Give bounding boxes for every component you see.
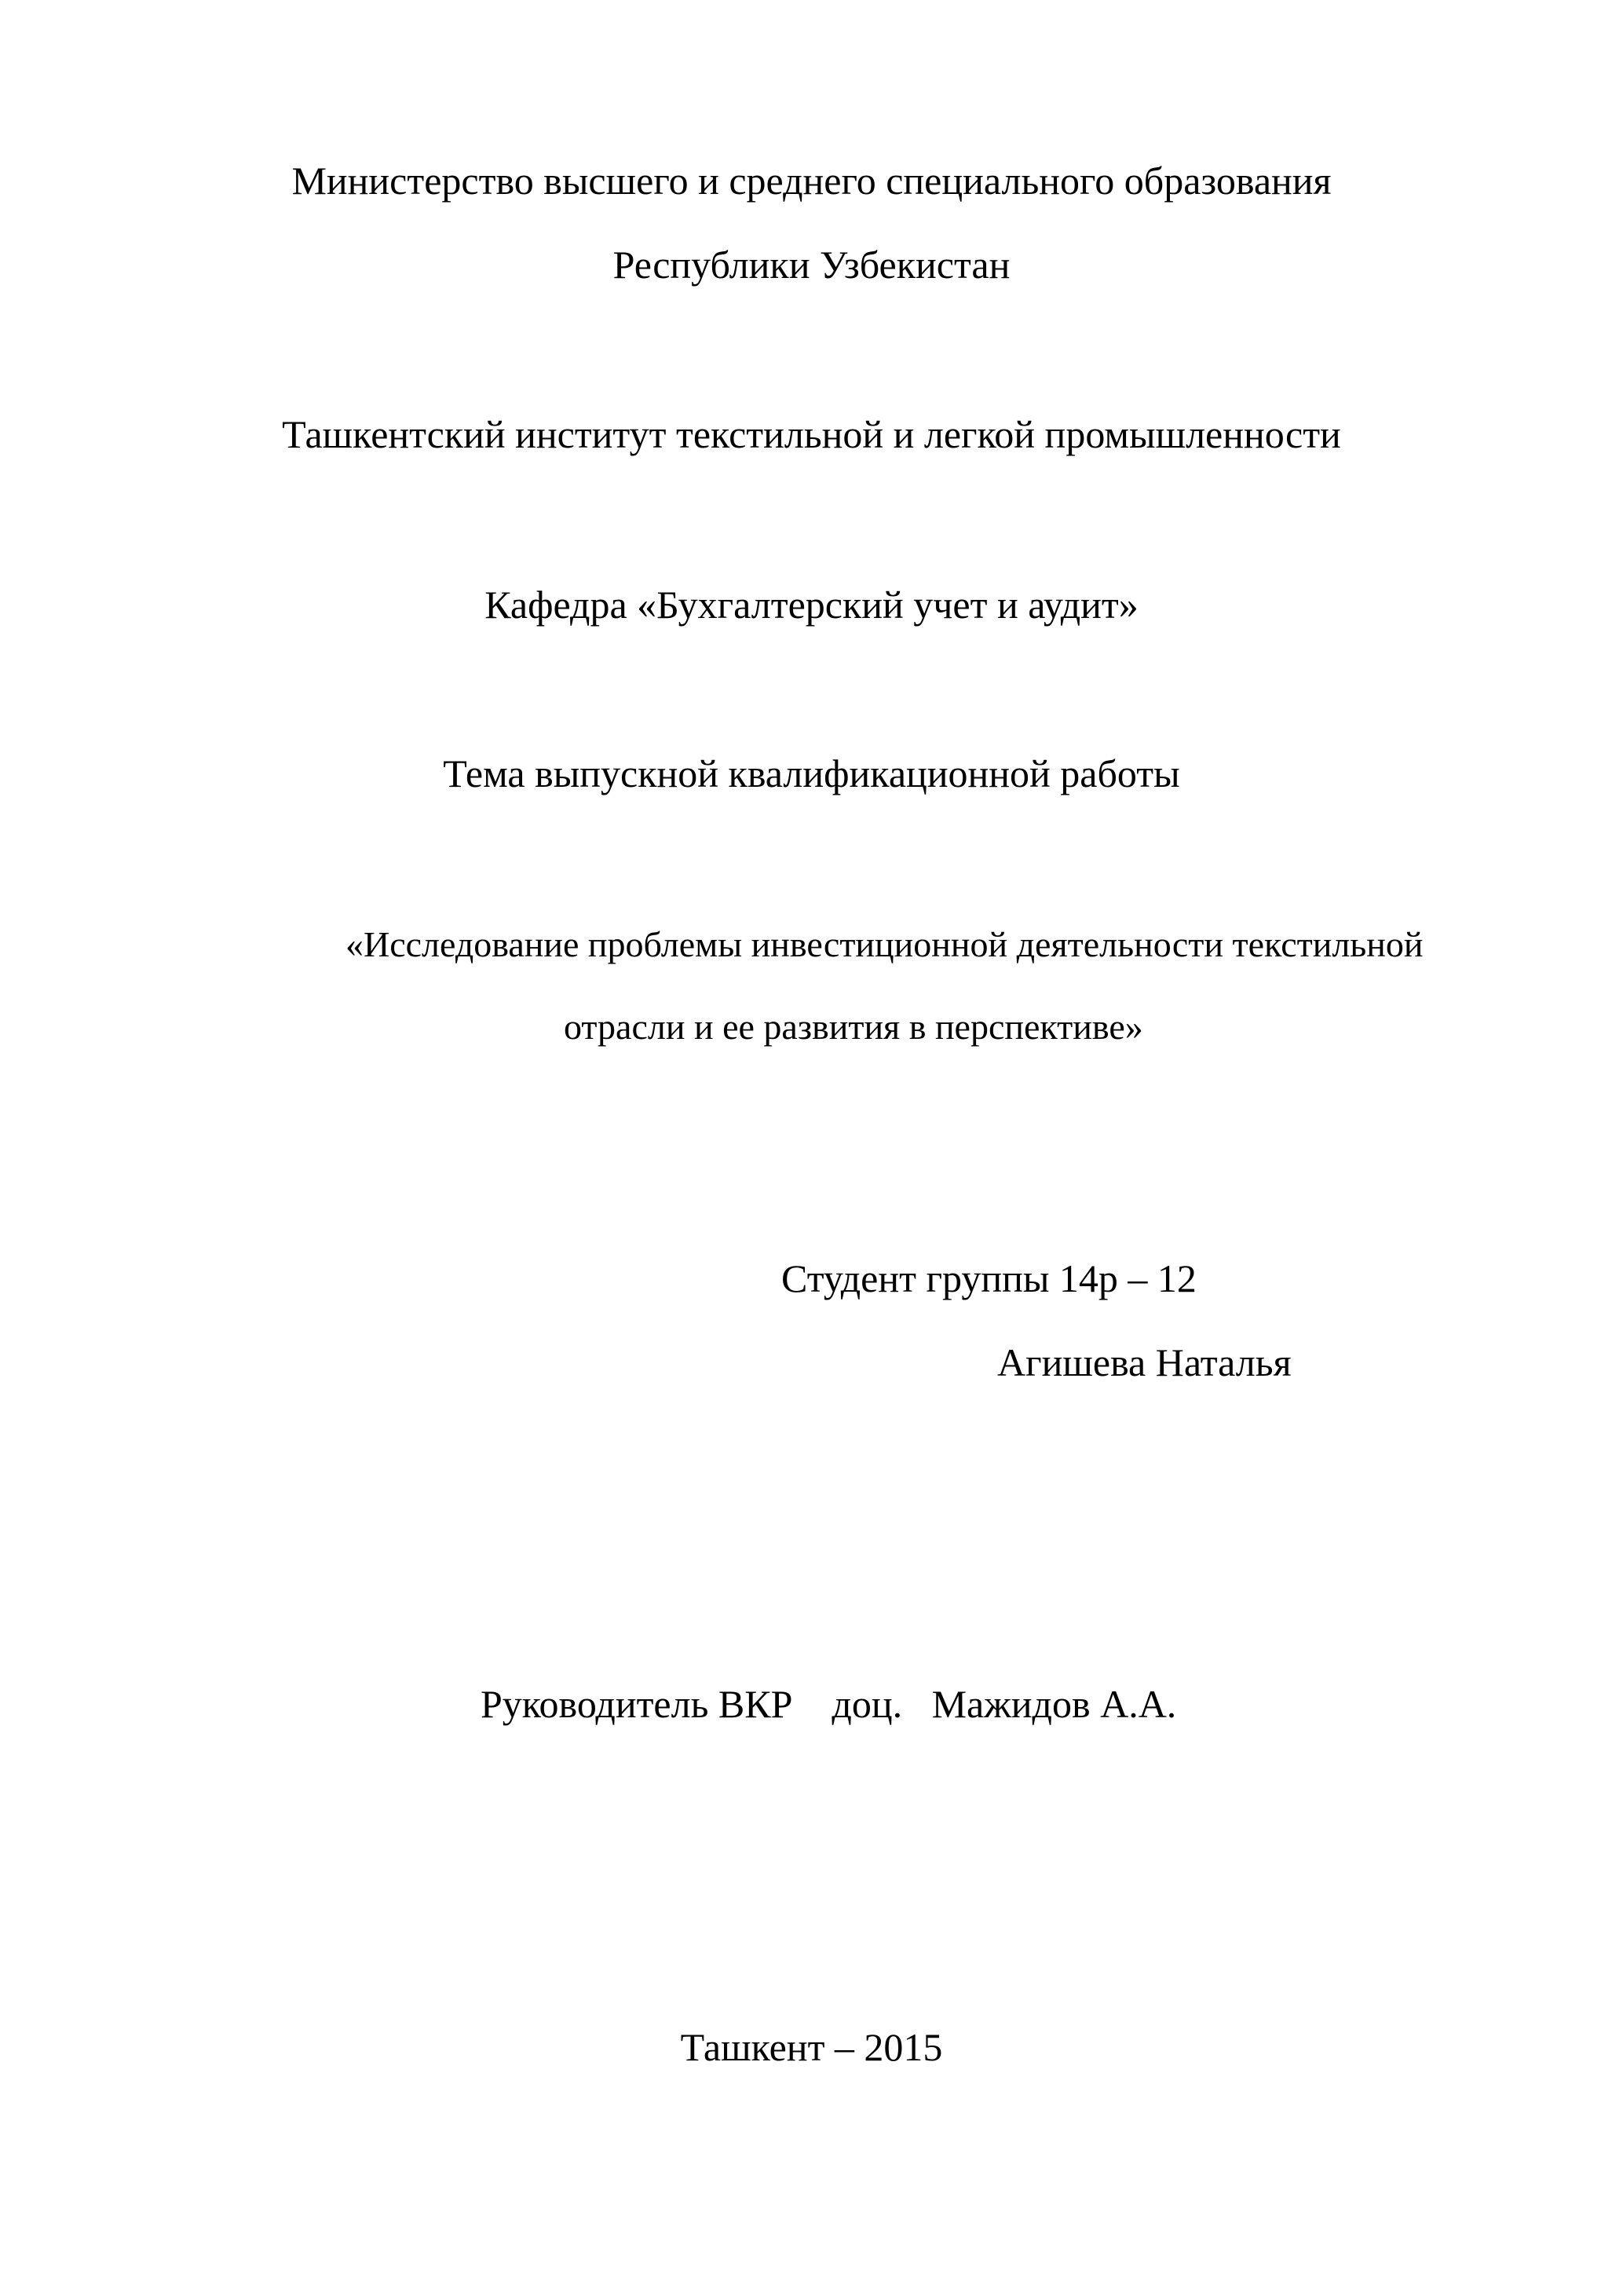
thesis-heading: Тема выпускной квалификационной работы [443,751,1180,795]
institute-name: Ташкентский институт текстильной и легкой промышленности [282,412,1341,456]
ministry-line-2: Республики Узбекистан [612,243,1011,287]
supervisor-line: Руководитель ВКР доц. Мажидов А.А. [481,1682,1177,1726]
student-group: Студент группы 14р – 12 [781,1256,1197,1300]
student-name: Агишева Наталья [997,1340,1292,1384]
ministry-line-1: Министерство высшего и среднего специального образования [291,159,1332,203]
thesis-title-line-2: отрасли и ее развития в перспективе» [564,1007,1143,1047]
thesis-title-line-1: «Исследование проблемы инвестиционной деятельности текстильной [345,924,1424,964]
city-year: Ташкент – 2015 [680,2025,943,2069]
department-name: Кафедра «Бухгалтерский учет и аудит» [484,583,1139,627]
